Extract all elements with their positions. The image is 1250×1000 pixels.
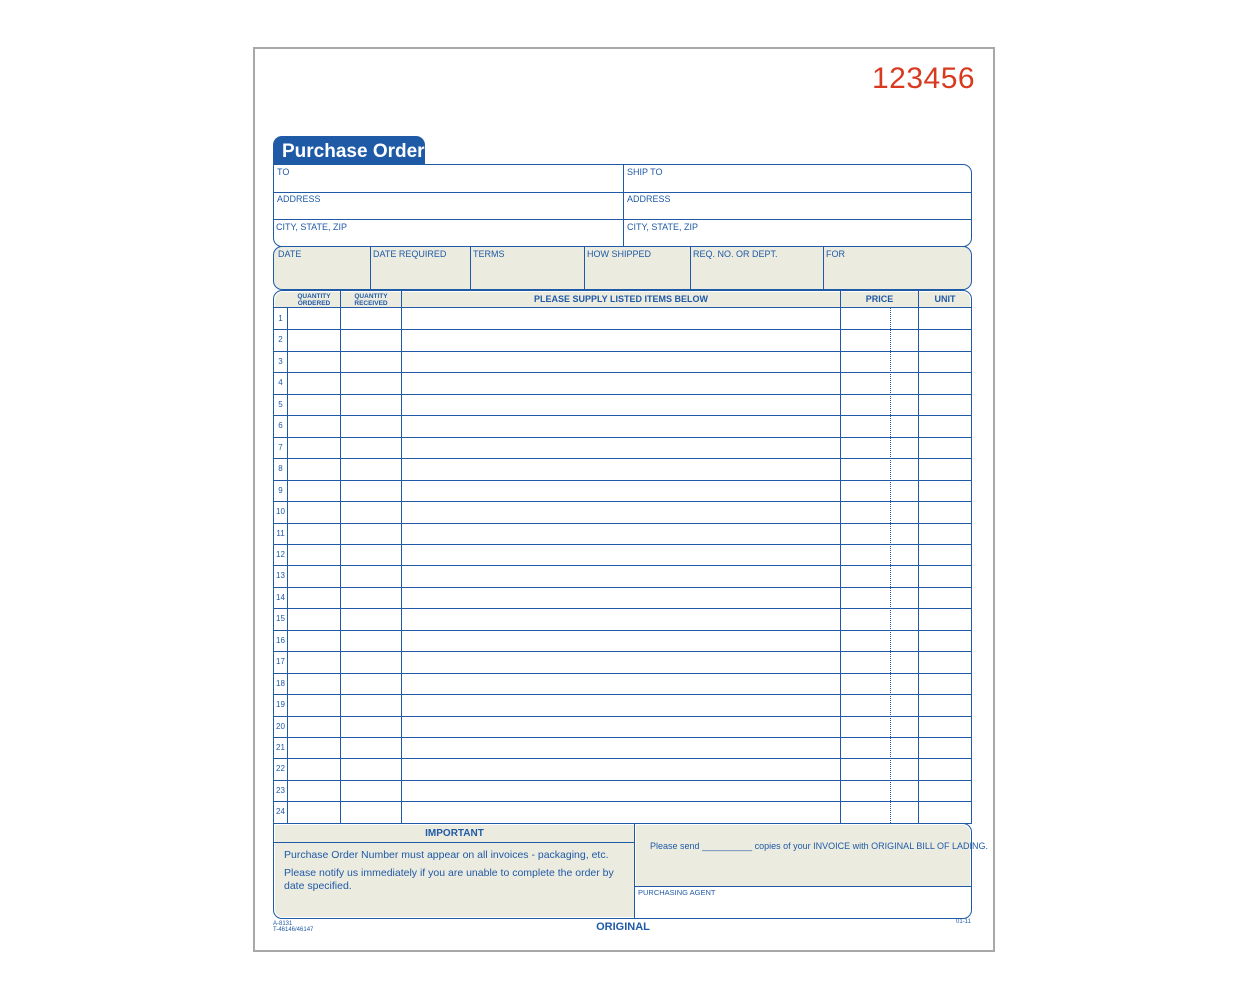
col-header-price: PRICE	[865, 294, 894, 304]
row-number: 16	[276, 635, 285, 645]
date-required-label: DATE REQUIRED	[373, 249, 447, 259]
table-row-divider	[274, 437, 971, 438]
table-row-divider	[274, 587, 971, 588]
table-row-divider	[274, 651, 971, 652]
date-label: DATE	[278, 249, 302, 259]
table-row-divider	[274, 608, 971, 609]
important-line-2: Please notify us immediately if you are unable to complete the order by date specified.	[284, 867, 614, 892]
table-row-divider	[274, 372, 971, 373]
table-row-divider	[274, 544, 971, 545]
row-number: 17	[276, 657, 285, 667]
row-number: 20	[276, 721, 285, 731]
table-row-divider	[274, 351, 971, 352]
row-number: 15	[276, 614, 285, 624]
address-label-left: ADDRESS	[277, 194, 321, 204]
row-number: 11	[276, 528, 285, 538]
ship-to-label: SHIP TO	[627, 167, 663, 177]
table-row-divider	[274, 458, 971, 459]
important-heading: IMPORTANT	[425, 828, 484, 839]
row-number: 1	[278, 314, 283, 323]
col-header-qty-received: QUANTITY RECEIVED	[354, 293, 388, 307]
form-serial-number: 123456	[872, 62, 976, 95]
row-number: 9	[278, 485, 283, 495]
row-number: 23	[276, 785, 285, 795]
table-row-divider	[274, 694, 971, 695]
copy-label: ORIGINAL	[596, 921, 650, 933]
important-line-1: Purchase Order Number must appear on all invoices - packaging, etc.	[284, 849, 609, 861]
row-number: 4	[278, 378, 283, 388]
address-label-right: ADDRESS	[627, 194, 671, 204]
table-row-divider	[274, 523, 971, 524]
table-row-divider	[274, 394, 971, 395]
table-row-divider	[274, 716, 971, 717]
revision-code: 01-11	[956, 919, 971, 925]
for-label: FOR	[826, 249, 845, 259]
row-number: 19	[276, 700, 285, 710]
city-label-left: CITY, STATE, ZIP	[276, 222, 348, 232]
table-row-divider	[274, 737, 971, 738]
to-label: TO	[277, 167, 290, 177]
table-row-divider	[274, 565, 971, 566]
row-number: 22	[276, 764, 285, 774]
city-label-right: CITY, STATE, ZIP	[627, 222, 699, 232]
form-title: Purchase Order	[273, 136, 425, 165]
table-row-divider	[274, 630, 971, 631]
row-number: 10	[276, 507, 285, 517]
form-code-2: T-46146/46147	[273, 927, 314, 933]
table-row-divider	[274, 673, 971, 674]
table-row-divider	[274, 780, 971, 781]
form-code-1: A-8131	[273, 921, 293, 927]
terms-label: TERMS	[473, 249, 505, 259]
row-number: 3	[278, 356, 283, 366]
row-number: 2	[278, 335, 283, 345]
table-row-divider	[274, 501, 971, 502]
table-row-divider	[274, 801, 971, 802]
row-number: 12	[276, 549, 285, 559]
row-number: 18	[276, 678, 285, 688]
row-number: 5	[278, 399, 283, 409]
items-table	[273, 290, 972, 824]
how-shipped-label: HOW SHIPPED	[587, 249, 652, 259]
purchasing-agent-label: PURCHASING AGENT	[638, 888, 716, 897]
row-number: 14	[276, 592, 285, 602]
row-number: 21	[276, 743, 285, 752]
row-number: 24	[276, 807, 285, 817]
col-header-description: PLEASE SUPPLY LISTED ITEMS BELOW	[533, 294, 709, 304]
invoice-copies-note: Please send __________ copies of your INVOICE with ORIGINAL BILL OF LADING.	[650, 841, 989, 851]
col-header-unit: UNIT	[934, 294, 956, 304]
req-no-label: REQ. NO. OR DEPT.	[693, 249, 778, 259]
table-row-divider	[274, 415, 971, 416]
table-row-divider	[274, 329, 971, 330]
row-number: 8	[278, 464, 283, 474]
table-row-divider	[274, 758, 971, 759]
row-number: 13	[276, 571, 285, 581]
row-number: 6	[278, 421, 283, 431]
col-header-qty-ordered: QUANTITY ORDERED	[297, 293, 331, 307]
table-row-divider	[274, 480, 971, 481]
row-number: 7	[278, 442, 283, 452]
